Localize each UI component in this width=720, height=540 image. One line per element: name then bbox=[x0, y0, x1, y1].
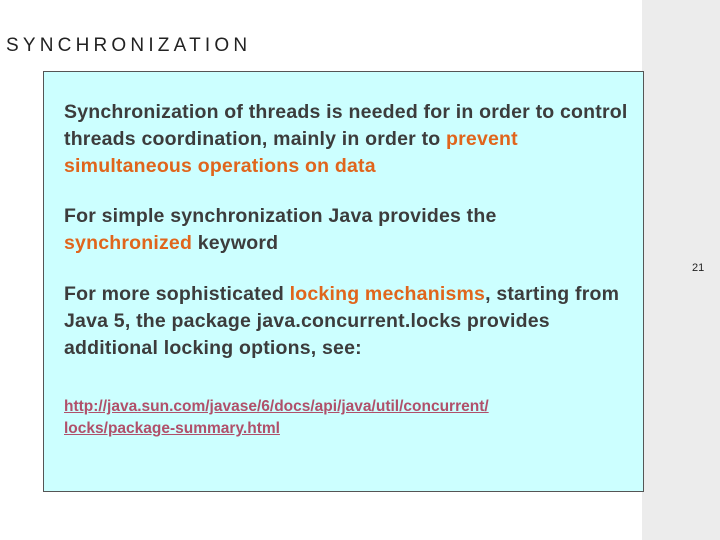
highlight-text: prevent simultaneous operations on data bbox=[64, 128, 518, 177]
slide-title: SYNCHRONIZATION bbox=[6, 35, 252, 56]
paragraph-text: , starting from Java 5, the package java.concurrent.locks provides additional locking options, see: bbox=[64, 283, 620, 359]
paragraph-synchronization-purpose bbox=[64, 99, 644, 180]
paragraph-synchronized-keyword bbox=[64, 203, 624, 257]
paragraph-text: For simple synchronization Java provides the bbox=[64, 205, 497, 227]
paragraph-locking-mechanisms bbox=[64, 281, 644, 362]
paragraph-text: For more sophisticated bbox=[64, 283, 290, 305]
locks-package-link[interactable] bbox=[64, 396, 634, 440]
link-line-1[interactable]: http://java.sun.com/javase/6/docs/api/java/util/concurrent/ bbox=[64, 398, 489, 415]
paragraph-text: Synchronization of threads is needed for in order to control threads coordination, mainly in order to bbox=[64, 101, 628, 150]
link-line-2[interactable]: locks/package-summary.html bbox=[64, 420, 280, 437]
paragraph-text: keyword bbox=[192, 232, 279, 254]
decorative-side-strip bbox=[642, 0, 720, 540]
highlight-text: locking mechanisms bbox=[289, 283, 486, 305]
highlight-text: synchronized bbox=[64, 232, 193, 254]
page-number: 21 bbox=[692, 262, 705, 274]
